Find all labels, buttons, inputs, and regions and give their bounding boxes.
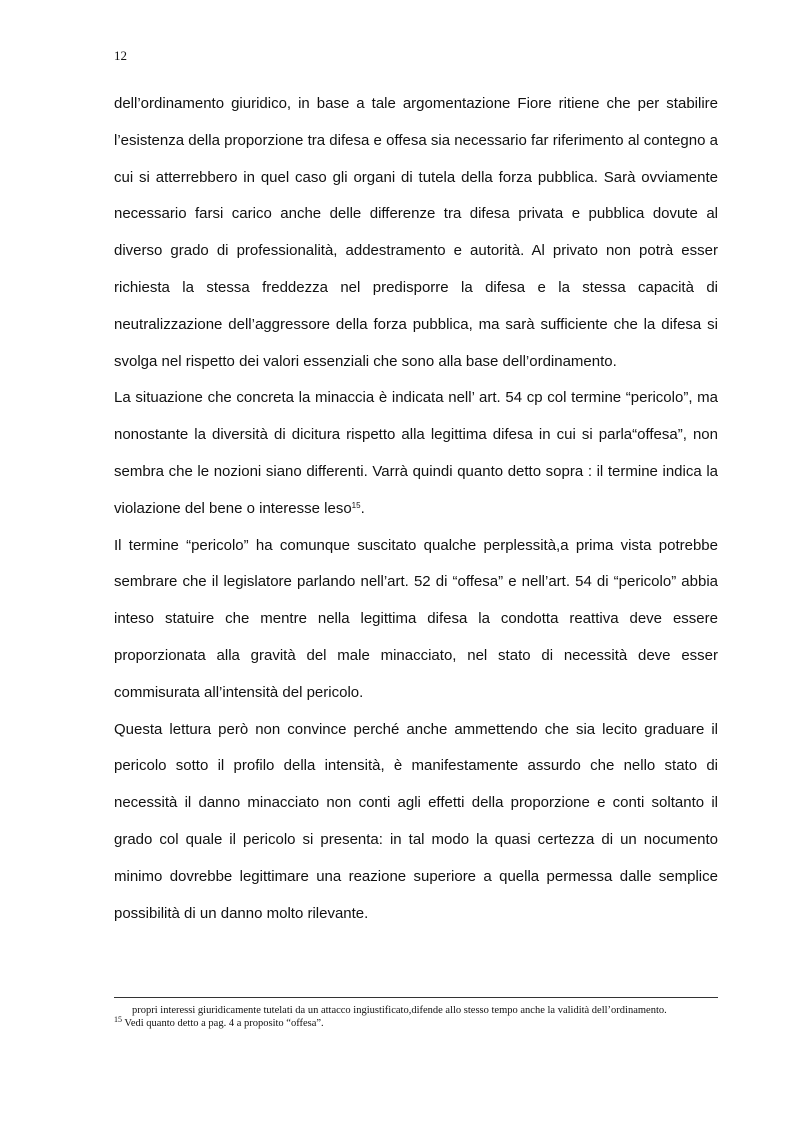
footnote-continued: propri interessi giuridicamente tutelati da un attacco ingiustificato,difende allo stesso tempo anche la validità dell’ordinamento. <box>132 1005 667 1016</box>
footnote-15-text: Vedi quanto detto a pag. 4 a proposito “offesa”. <box>122 1018 324 1029</box>
footnote-15 <box>114 1017 718 1030</box>
paragraph-4: Questa lettura però non convince perché anche ammettendo che sia lecito graduare il pericolo sotto il profilo della intensità, è manifestamente assurdo che nello stato di necessità il danno minacciato non conti agli effetti della proporzione e conti soltanto il grado col quale il pericolo si presenta: in tal modo la quasi certezza di un nocumento minimo dovrebbe legittimare una reazione superiore a quella permessa dalle semplice possibilità di un danno molto rilevante. <box>114 720 718 922</box>
footnote-15-number: 15 <box>114 1015 122 1024</box>
footnote-separator <box>114 997 718 998</box>
footnotes <box>114 1004 718 1030</box>
paragraph-2 <box>114 380 718 527</box>
body-text <box>114 86 718 932</box>
paragraph-1: dell’ordinamento giuridico, in base a tale argomentazione Fiore ritiene che per stabilire l’esistenza della proporzione tra difesa e offesa sia necessario far riferimento al contegno a cui si atterrebbero in quel caso gli organi di tutela della forza pubblica. Sarà ovviamente necessario farsi carico anche delle differenze tra difesa privata e pubblica dovute al diverso grado di professionalità, addestramento e autorità. Al privato non potrà esser richiesta la stessa freddezza nel predisporre la difesa e la stessa capacità di neutralizzazione dell’aggressore della forza pubblica, ma sarà sufficiente che la difesa si svolga nel rispetto dei valori essenziali che sono alla base dell’ordinamento. <box>114 95 718 370</box>
footnote-reference[interactable]: 15 <box>351 500 361 510</box>
page-number: 12 <box>114 48 127 63</box>
paragraph-2-end: . <box>360 499 365 517</box>
paragraph-2-text: La situazione che concreta la minaccia è indicata nell’ art. 54 cp col termine “pericolo”, ma nonostante la diversità di dicitura rispetto alla legittima difesa in cui si parla“offesa”, non sembra che le nozioni siano differenti. Varrà quindi quanto detto sopra : il termine indica la violazione del bene o interesse leso <box>114 389 718 517</box>
paragraph-3: Il termine “pericolo” ha comunque suscitato qualche perplessità,a prima vista potrebbe sembrare che il legislatore parlando nell’art. 52 di “offesa” e nell’art. 54 di “pericolo” abbia inteso statuire che mentre nella legittima difesa la condotta reattiva deve essere proporzionata alla gravità del male minacciato, nel stato di necessità deve esser commisurata all’intensità del pericolo. <box>114 536 718 701</box>
